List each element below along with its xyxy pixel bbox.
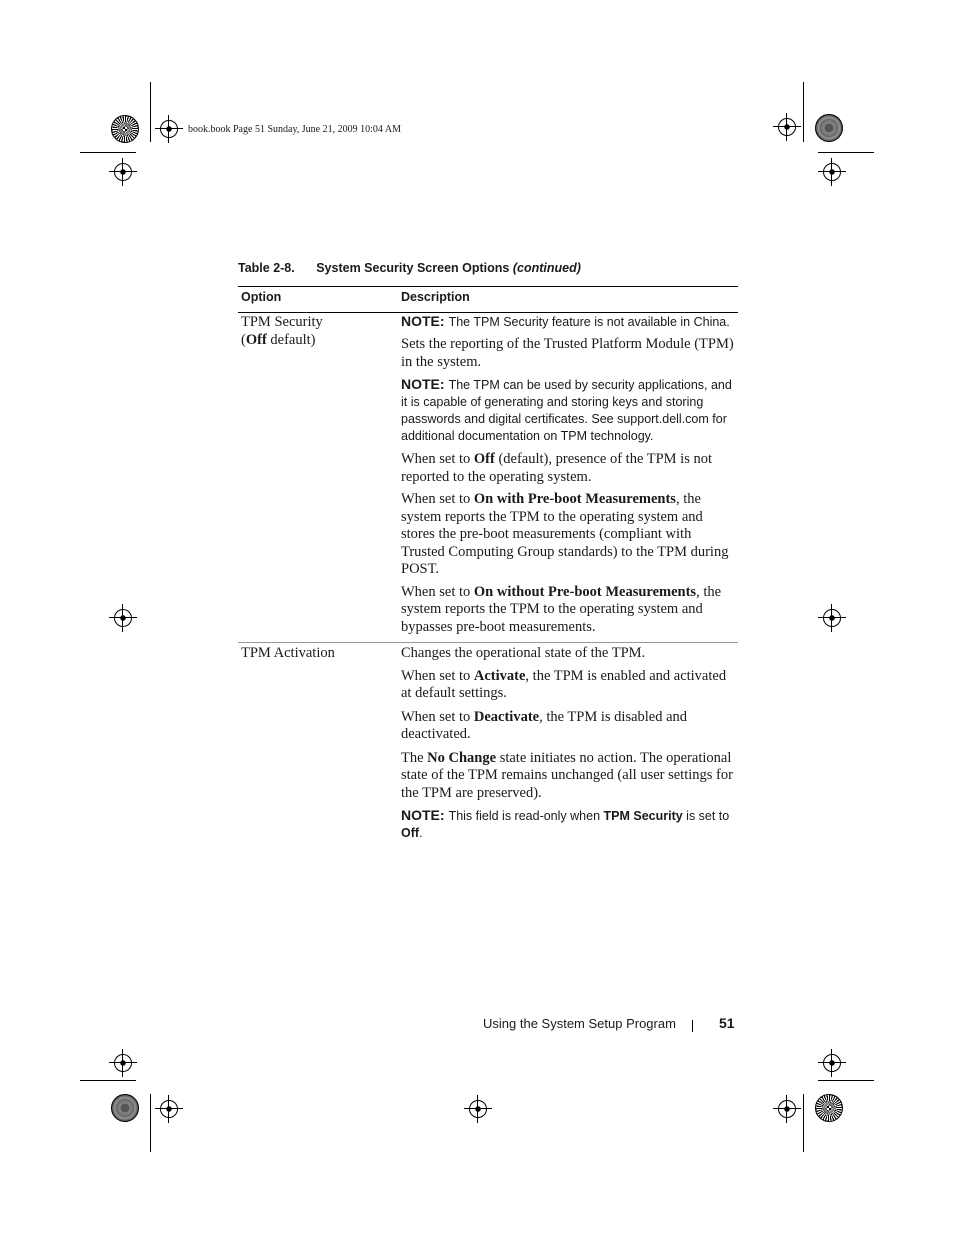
registration-target-icon xyxy=(823,1054,841,1072)
description-paragraph: When set to Activate, the TPM is enabled and activated at default settings. xyxy=(401,667,727,701)
table-row-option xyxy=(241,645,391,663)
crop-line xyxy=(803,82,804,142)
column-header-option: Option xyxy=(241,290,282,304)
crop-line xyxy=(80,1080,136,1081)
note: NOTE: This field is read-only when TPM Security is set to Off. xyxy=(401,807,730,840)
table-row-option xyxy=(241,314,391,349)
registration-target-icon xyxy=(778,1100,796,1118)
table-number: Table 2-8. xyxy=(238,261,295,275)
registration-target-icon xyxy=(469,1100,487,1118)
description-paragraph: Sets the reporting of the Trusted Platform Module (TPM) in the system. xyxy=(401,336,734,370)
crop-line xyxy=(150,82,151,142)
note: NOTE: The TPM Security feature is not available in China. xyxy=(401,313,730,329)
crop-line xyxy=(80,152,136,153)
registration-target-icon xyxy=(114,609,132,627)
note: NOTE: The TPM can be used by security applications, and it is capable of generating and storing keys and storing passwords and digital certificates. See support.dell.com for additional documentation on TPM technology. xyxy=(401,376,732,443)
footer-divider xyxy=(692,1020,693,1032)
table-caption xyxy=(238,261,581,275)
registration-target-icon xyxy=(114,163,132,181)
description-paragraph: When set to Off (default), presence of the TPM is not reported to the operating system. xyxy=(401,451,713,485)
note-label: NOTE: xyxy=(401,313,445,329)
registration-target-icon xyxy=(823,163,841,181)
table-row-divider xyxy=(238,642,738,643)
table-top-rule xyxy=(238,286,738,287)
option-name: TPM Security xyxy=(241,314,323,330)
registration-rosette-icon xyxy=(111,1094,139,1122)
description-paragraph: When set to On without Pre-boot Measurements, the system reports the TPM to the operating system and bypasses pre-boot measurements. xyxy=(401,583,722,635)
registration-rosette-icon xyxy=(815,1094,843,1122)
footer-section-title: Using the System Setup Program xyxy=(483,1016,676,1031)
crop-line xyxy=(818,152,874,153)
table-row-description xyxy=(401,313,737,636)
registration-rosette-icon xyxy=(111,115,139,143)
crop-line xyxy=(150,1094,151,1152)
registration-target-icon xyxy=(114,1054,132,1072)
description-paragraph: When set to On with Pre-boot Measurements, the system reports the TPM to the operating system and stores the pre-boot measurements (compliant with Trusted Computing Group standards) to the TPM during POST. xyxy=(401,491,729,577)
note-label: NOTE: xyxy=(401,807,445,823)
table-title: System Security Screen Options xyxy=(316,261,510,275)
crop-line xyxy=(803,1094,804,1152)
column-header-description: Description xyxy=(401,290,470,304)
table-continued-label: (continued) xyxy=(512,261,581,275)
option-default: (Off default) xyxy=(241,331,316,348)
print-slug: book.book Page 51 Sunday, June 21, 2009 10:04 AM xyxy=(188,124,401,135)
description-paragraph: The No Change state initiates no action. The operational state of the TPM remains unchanged (all user settings for the TPM are preserved). xyxy=(401,749,733,801)
registration-target-icon xyxy=(160,1100,178,1118)
registration-target-icon xyxy=(778,118,796,136)
option-name: TPM Activation xyxy=(241,645,335,661)
note-label: NOTE: xyxy=(401,376,445,392)
registration-rosette-icon xyxy=(815,114,843,142)
registration-target-icon xyxy=(823,609,841,627)
description-paragraph: When set to Deactivate, the TPM is disabled and deactivated. xyxy=(401,708,688,742)
description-paragraph: Changes the operational state of the TPM. xyxy=(401,645,646,661)
table-row-description xyxy=(401,645,737,842)
page-number: 51 xyxy=(719,1015,735,1031)
registration-target-icon xyxy=(160,120,178,138)
crop-line xyxy=(818,1080,874,1081)
